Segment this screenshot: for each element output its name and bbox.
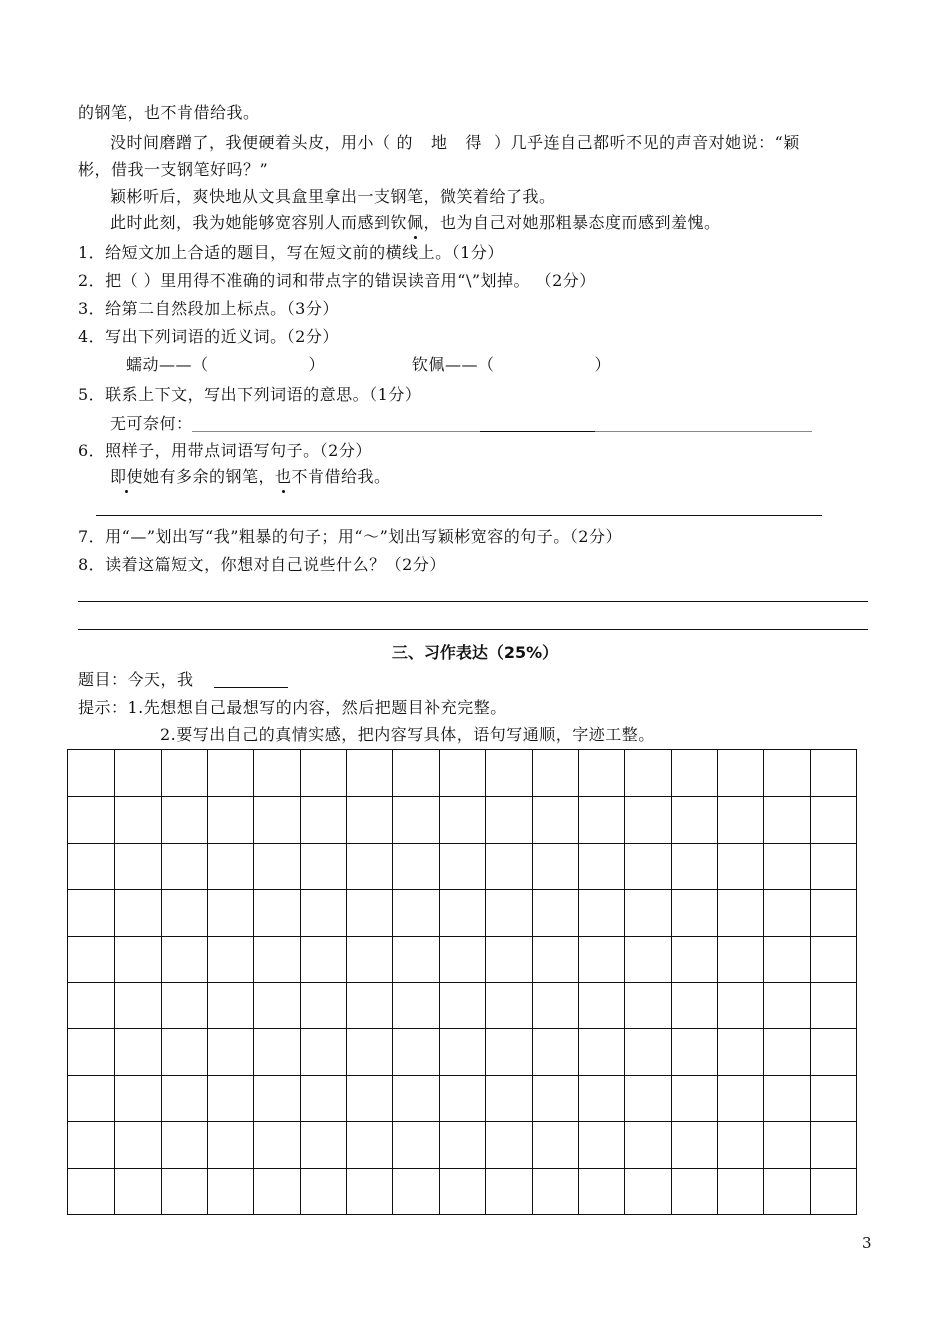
answer-line[interactable] (78, 629, 868, 630)
question-3: 3．给第二自然段加上标点。（3分） (78, 299, 339, 318)
passage-paragraph-2: 没时间磨蹭了，我便硬着头皮，用小（ 的 地 得 ）几乎连自己都听不见的声音对她说：“颖 (110, 133, 800, 152)
grid-row-line (68, 843, 856, 844)
passage-paragraph-3: 颖彬听后，爽快地从文具盒里拿出一支钢笔，微笑着给了我。 (110, 187, 556, 206)
grid-row-line (68, 1075, 856, 1076)
answer-line[interactable] (96, 515, 822, 516)
passage-line: 彬，借我一支钢笔好吗？” (78, 160, 269, 179)
grid-row-line (68, 982, 856, 983)
grid-row-line (68, 1121, 856, 1122)
question-5: 5．联系上下文，写出下列词语的意思。（1分） (78, 385, 422, 404)
question-2: 2．把（ ）里用得不准确的词和带点字的错误读音用“\”划掉。 （2分） (78, 271, 596, 290)
question-7: 7．用“—”划出写“我”粗暴的句子；用“～”划出写颖彬宽容的句子。（2分） (78, 527, 622, 546)
dotted-char: 佩 (407, 213, 424, 232)
grid-row-line (68, 889, 856, 890)
example-sentence: 即使她有多余的钢笔，也不肯借给我。 (110, 467, 391, 486)
grid-row-line (68, 1028, 856, 1029)
word-label: 无可奈何： (110, 414, 193, 433)
question-6: 6．照样子，用带点词语写句子。（2分） (78, 441, 372, 460)
section-title: 三、习作表达（25%） (391, 643, 559, 662)
grid-row-line (68, 1168, 856, 1169)
passage-line: 的钢笔，也不肯借给我。 (78, 103, 260, 122)
passage-paragraph-4: 此时此刻，我为她能够宽容别人而感到钦佩，也为自己对她那粗暴态度而感到羞愧。 (110, 213, 721, 232)
writing-grid[interactable] (67, 749, 857, 1215)
question-8: 8．读着这篇短文，你想对自己说些什么？（2分） (78, 555, 446, 574)
topic-label: 题目：今天，我 (78, 670, 194, 689)
question-1: 1．给短文加上合适的题目，写在短文前的横线上。（1分） (78, 243, 504, 262)
topic-blank[interactable] (214, 687, 288, 688)
grid-row-line (68, 796, 856, 797)
synonym-item-2: 钦佩——（ ） (412, 355, 612, 374)
page-number: 3 (862, 1234, 872, 1252)
hint-2: 2.要写出自己的真情实感，把内容写具体，语句写通顺，字迹工整。 (160, 725, 655, 744)
synonym-item-1: 蠕动——（ ） (126, 355, 326, 374)
grid-row-line (68, 936, 856, 937)
question-4: 4．写出下列词语的近义词。（2分） (78, 327, 339, 346)
answer-line-segment (480, 431, 595, 432)
hint-1: 提示：1.先想想自己最想写的内容，然后把题目补充完整。 (78, 698, 507, 717)
answer-line[interactable] (78, 601, 868, 602)
